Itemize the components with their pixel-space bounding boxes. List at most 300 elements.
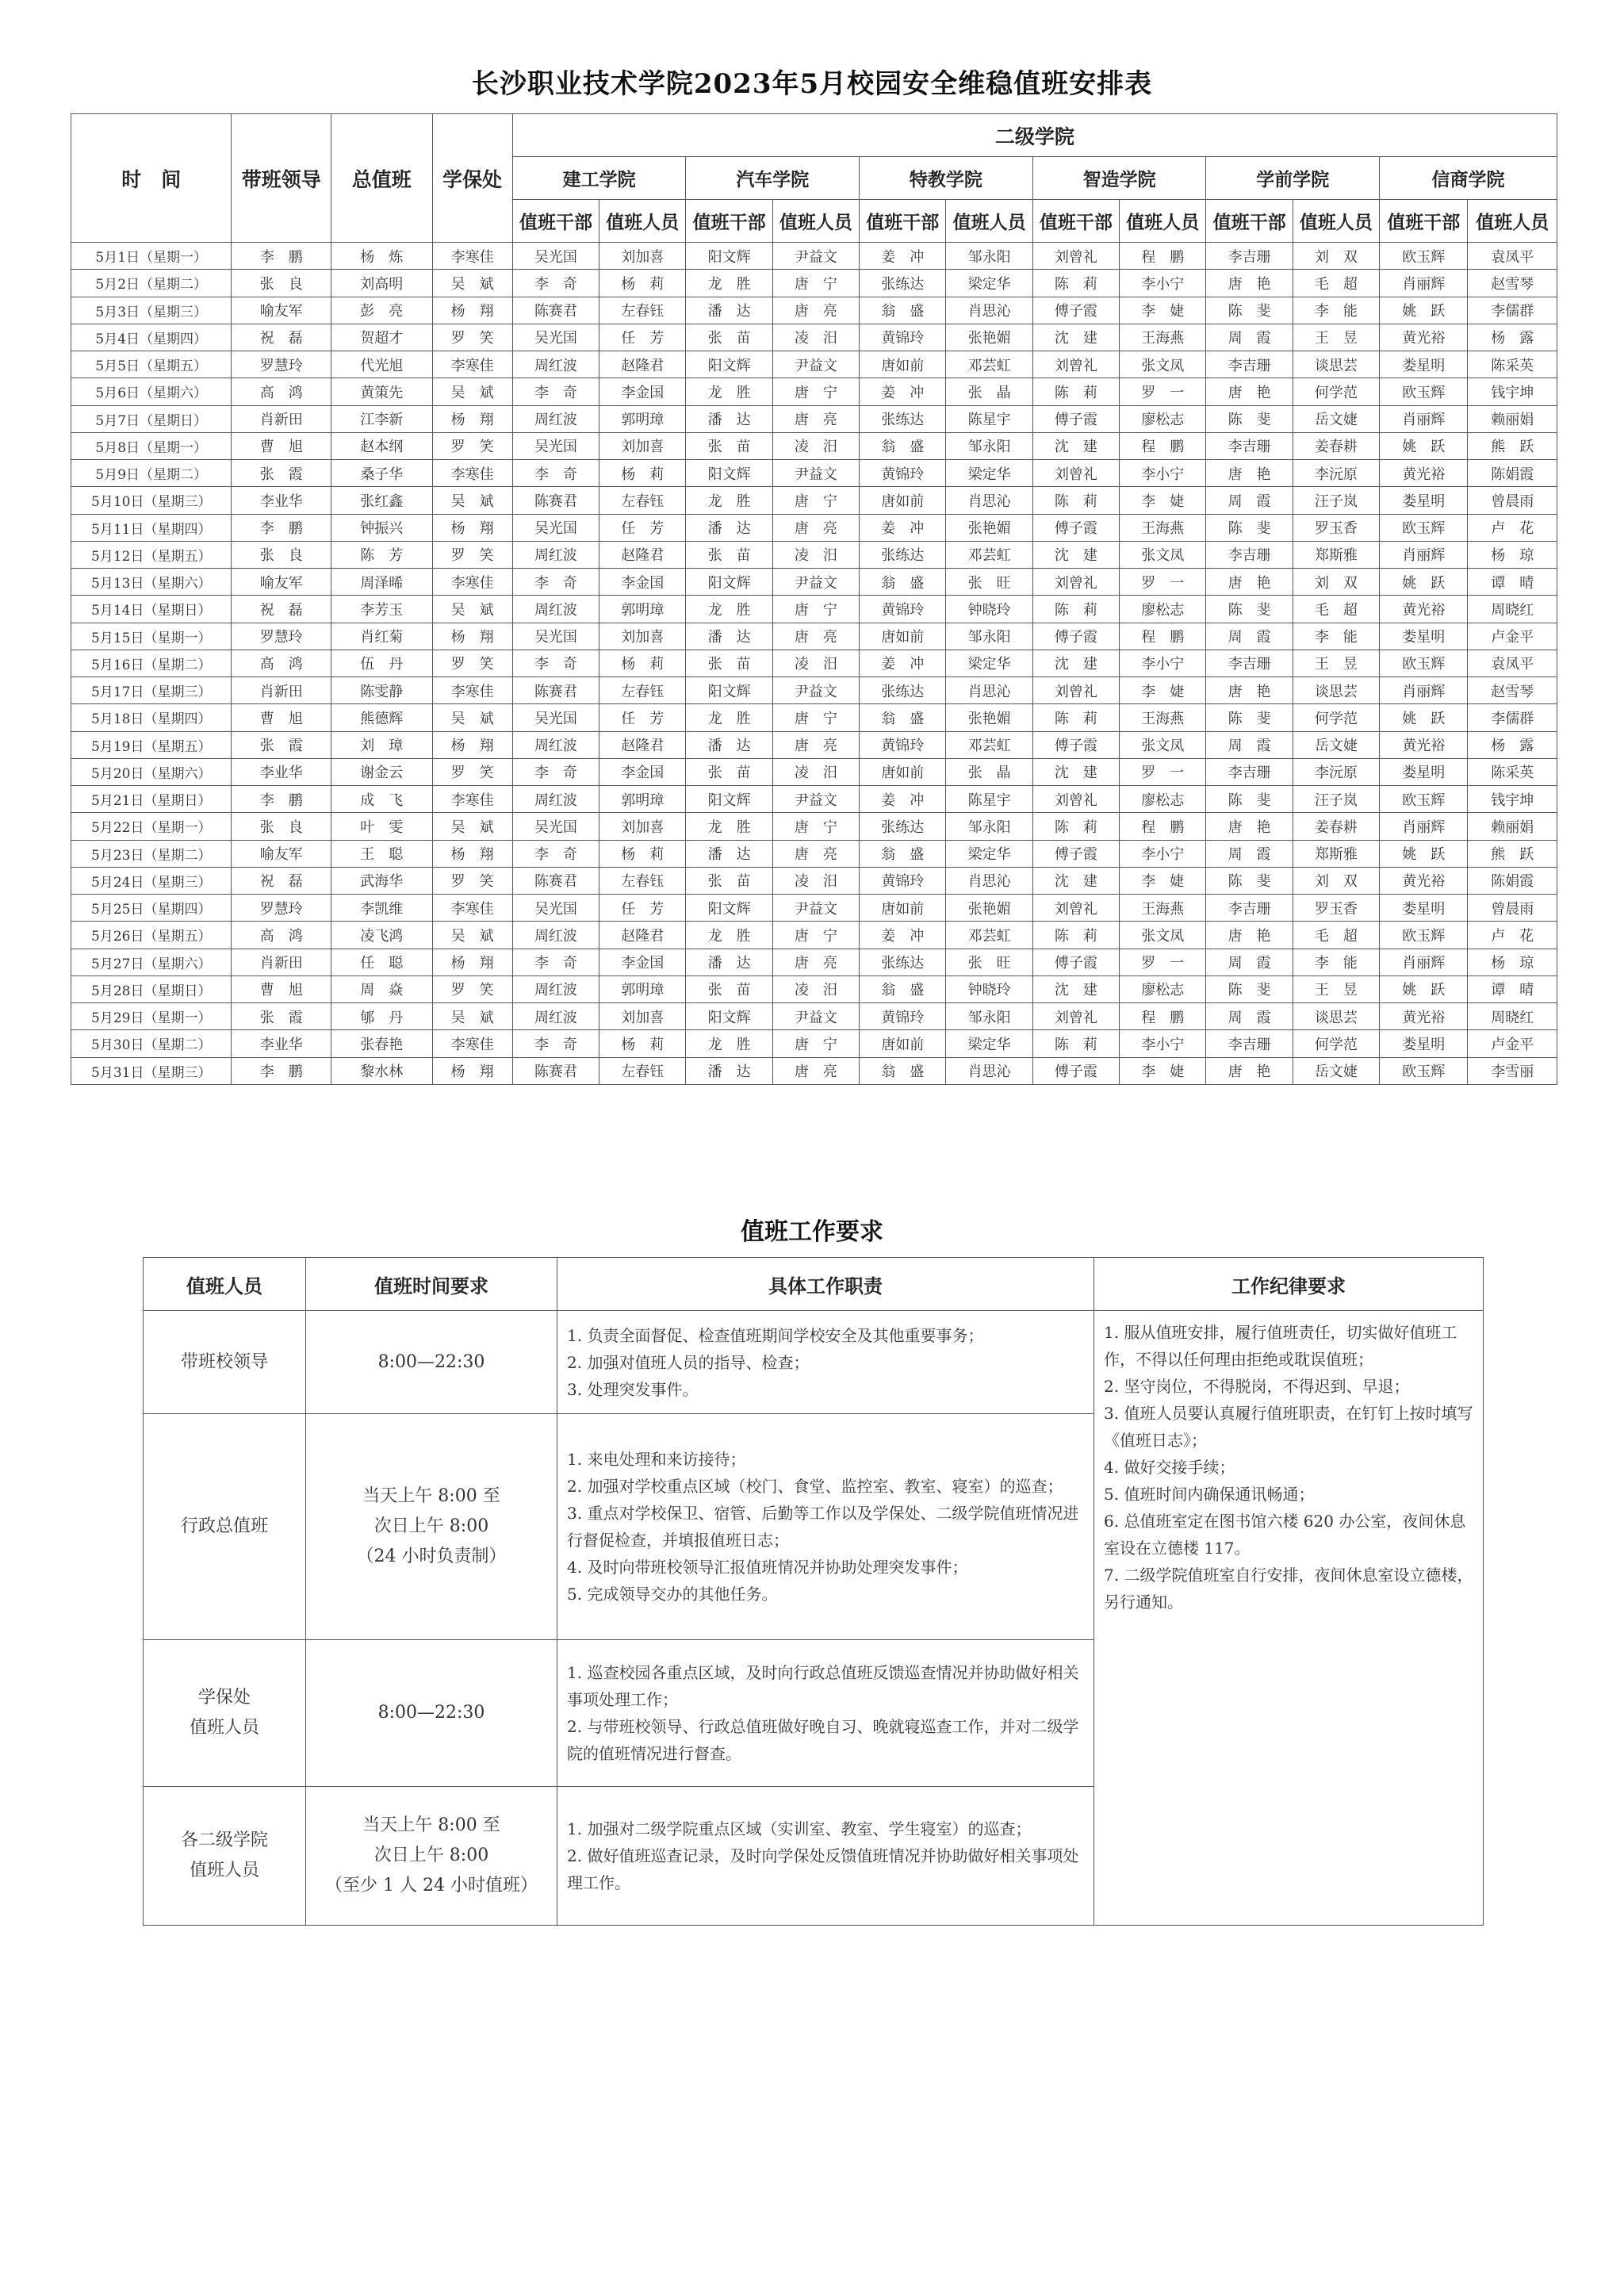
staff-cell: 岳文婕 (1293, 731, 1379, 758)
cadre-cell: 娄星明 (1380, 351, 1468, 378)
requirements-header: 值班人员 (144, 1258, 306, 1311)
chief-cell: 郇 丹 (331, 1003, 433, 1030)
security-cell: 李寒佳 (432, 677, 512, 704)
staff-cell: 赵隆君 (599, 351, 686, 378)
cadre-cell: 吴光国 (512, 895, 599, 922)
cadre-cell: 阳文辉 (686, 1003, 772, 1030)
cadre-cell: 肖丽辉 (1380, 813, 1468, 840)
schedule-row (71, 813, 1557, 840)
staff-cell: 谭 晴 (1468, 569, 1557, 596)
date-cell: 5月22日（星期一） (71, 813, 232, 840)
cadre-cell: 姜 冲 (860, 650, 946, 677)
cadre-cell: 姚 跃 (1380, 976, 1468, 1002)
chief-cell: 赵本纲 (331, 432, 433, 459)
cadre-cell: 李 奇 (512, 460, 599, 487)
security-cell: 吴 斌 (432, 922, 512, 949)
schedule-row (71, 1030, 1557, 1057)
cadre-cell: 姚 跃 (1380, 297, 1468, 324)
staff-cell: 张 晶 (946, 378, 1032, 405)
staff-cell: 张文凤 (1120, 351, 1206, 378)
cadre-cell: 张 苗 (686, 867, 772, 894)
cadre-cell: 唐 艳 (1206, 378, 1293, 405)
chief-cell: 李凯维 (331, 895, 433, 922)
cadre-cell: 娄星明 (1380, 623, 1468, 650)
staff-cell: 唐 宁 (772, 1030, 859, 1057)
staff-cell: 肖思沁 (946, 487, 1032, 514)
duties-cell (557, 1311, 1094, 1414)
cadre-cell: 沈 建 (1032, 758, 1119, 785)
cadre-cell: 黄锦玲 (860, 596, 946, 623)
security-cell: 罗 笑 (432, 650, 512, 677)
cadre-cell: 周 霞 (1206, 949, 1293, 976)
chief-cell: 谢金云 (331, 758, 433, 785)
cadre-cell: 肖丽辉 (1380, 405, 1468, 432)
chief-cell: 江李新 (331, 405, 433, 432)
staff-cell: 杨 莉 (599, 840, 686, 867)
cadre-cell: 周红波 (512, 731, 599, 758)
staff-cell: 陈娟霞 (1468, 460, 1557, 487)
staff-cell: 任 芳 (599, 895, 686, 922)
cadre-cell: 张练达 (860, 949, 946, 976)
cadre-cell: 欧玉辉 (1380, 1057, 1468, 1084)
duty-schedule-table-wrapper (71, 113, 1557, 1083)
leader-cell: 李 鹏 (232, 786, 331, 813)
time-line: 当天上午 8:00 至 (362, 1486, 500, 1506)
chief-cell: 杨 炼 (331, 243, 433, 270)
staff-cell: 廖松志 (1120, 596, 1206, 623)
cadre-cell: 刘曾礼 (1032, 569, 1119, 596)
security-cell: 李寒佳 (432, 786, 512, 813)
requirements-header: 值班时间要求 (306, 1258, 557, 1311)
staff-cell: 张文凤 (1120, 731, 1206, 758)
security-cell: 杨 翔 (432, 405, 512, 432)
header-college: 信商学院 (1380, 157, 1557, 200)
time-line: 当天上午 8:00 至 (362, 1815, 500, 1835)
staff-cell: 李金国 (599, 378, 686, 405)
staff-cell: 李小宁 (1120, 650, 1206, 677)
staff-cell: 赵雪琴 (1468, 677, 1557, 704)
staff-cell: 刘 双 (1293, 569, 1379, 596)
date-cell: 5月5日（星期五） (71, 351, 232, 378)
chief-cell: 伍 丹 (331, 650, 433, 677)
cadre-cell: 李 奇 (512, 270, 599, 297)
cadre-cell: 娄星明 (1380, 758, 1468, 785)
security-cell: 李寒佳 (432, 460, 512, 487)
security-cell: 杨 翔 (432, 1057, 512, 1084)
header-staff: 值班人员 (772, 200, 859, 243)
cadre-cell: 沈 建 (1032, 324, 1119, 351)
cadre-cell: 唐 艳 (1206, 677, 1293, 704)
requirements-title: 值班工作要求 (741, 1218, 883, 1246)
staff-cell: 李金国 (599, 949, 686, 976)
cadre-cell: 傅子霞 (1032, 405, 1119, 432)
cadre-cell: 陈 斐 (1206, 297, 1293, 324)
chief-cell: 钟振兴 (331, 514, 433, 541)
cadre-cell: 周红波 (512, 786, 599, 813)
staff-cell: 任 芳 (599, 324, 686, 351)
security-cell: 罗 笑 (432, 867, 512, 894)
cadre-cell: 陈 斐 (1206, 867, 1293, 894)
staff-cell: 李 婕 (1120, 297, 1206, 324)
staff-cell: 赵雪琴 (1468, 270, 1557, 297)
staff-cell: 左春钰 (599, 867, 686, 894)
staff-cell: 张艳媚 (946, 514, 1032, 541)
date-cell: 5月26日（星期五） (71, 922, 232, 949)
staff-cell: 唐 亮 (772, 297, 859, 324)
rule-line: 1. 服从值班安排，履行值班责任，切实做好值班工作，不得以任何理由拒绝或耽误值班； (1104, 1323, 1457, 1369)
leader-cell: 张 霞 (232, 731, 331, 758)
schedule-row (71, 378, 1557, 405)
duties-cell (557, 1640, 1094, 1787)
cadre-cell: 张练达 (860, 405, 946, 432)
cadre-cell: 周红波 (512, 1003, 599, 1030)
date-cell: 5月13日（星期六） (71, 569, 232, 596)
header-staff: 值班人员 (946, 200, 1032, 243)
cadre-cell: 吴光国 (512, 243, 599, 270)
staff-cell: 曾晨雨 (1468, 895, 1557, 922)
cadre-cell: 唐如前 (860, 487, 946, 514)
staff-cell: 何学范 (1293, 378, 1379, 405)
cadre-cell: 龙 胜 (686, 1030, 772, 1057)
staff-cell: 刘加喜 (599, 432, 686, 459)
staff-cell: 姜春耕 (1293, 813, 1379, 840)
cadre-cell: 龙 胜 (686, 487, 772, 514)
staff-cell: 尹益文 (772, 351, 859, 378)
staff-cell: 岳文婕 (1293, 405, 1379, 432)
staff-cell: 廖松志 (1120, 976, 1206, 1002)
duties-cell (557, 1414, 1094, 1640)
chief-cell: 凌飞鸿 (331, 922, 433, 949)
chief-cell: 熊德辉 (331, 704, 433, 731)
cadre-cell: 刘曾礼 (1032, 677, 1119, 704)
cadre-cell: 陈赛君 (512, 487, 599, 514)
leader-cell: 李业华 (232, 758, 331, 785)
staff-cell: 唐 宁 (772, 922, 859, 949)
staff-cell: 李 婕 (1120, 867, 1206, 894)
staff-cell: 卢金平 (1468, 623, 1557, 650)
cadre-cell: 吴光国 (512, 514, 599, 541)
cadre-cell: 潘 达 (686, 514, 772, 541)
duty-line: 1. 负责全面督促、检查值班期间学校安全及其他重要事务； (567, 1325, 984, 1345)
role-line: 各二级学院 (180, 1830, 268, 1850)
header-college: 汽车学院 (686, 157, 860, 200)
leader-cell: 曹 旭 (232, 432, 331, 459)
cadre-cell: 陈赛君 (512, 867, 599, 894)
cadre-cell: 姚 跃 (1380, 840, 1468, 867)
staff-cell: 曾晨雨 (1468, 487, 1557, 514)
staff-cell: 李小宁 (1120, 1030, 1206, 1057)
leader-cell: 李 鹏 (232, 1057, 331, 1084)
staff-cell: 刘加喜 (599, 1003, 686, 1030)
header-college: 学前学院 (1206, 157, 1380, 200)
staff-cell: 陈星宇 (946, 786, 1032, 813)
role-line: 学保处 (197, 1688, 251, 1708)
staff-cell: 杨 琼 (1468, 541, 1557, 568)
staff-cell: 程 鹏 (1120, 432, 1206, 459)
security-cell: 吴 斌 (432, 704, 512, 731)
leader-cell: 曹 旭 (232, 976, 331, 1002)
date-cell: 5月25日（星期四） (71, 895, 232, 922)
staff-cell: 李金国 (599, 569, 686, 596)
time-line: 次日上午 8:00 (373, 1516, 489, 1536)
date-cell: 5月12日（星期五） (71, 541, 232, 568)
role-cell (144, 1640, 306, 1787)
schedule-row (71, 351, 1557, 378)
cadre-cell: 阳文辉 (686, 786, 772, 813)
staff-cell: 陈娟霞 (1468, 867, 1557, 894)
staff-cell: 何学范 (1293, 1030, 1379, 1057)
security-cell: 杨 翔 (432, 840, 512, 867)
cadre-cell: 翁 盛 (860, 840, 946, 867)
security-cell: 吴 斌 (432, 1003, 512, 1030)
leader-cell: 喻友军 (232, 297, 331, 324)
staff-cell: 肖思沁 (946, 867, 1032, 894)
staff-cell: 李金国 (599, 758, 686, 785)
schedule-row (71, 840, 1557, 867)
cadre-cell: 李吉珊 (1206, 243, 1293, 270)
date-cell: 5月30日（星期二） (71, 1030, 232, 1057)
cadre-cell: 刘曾礼 (1032, 786, 1119, 813)
rule-line: 5. 值班时间内确保通讯畅通； (1104, 1485, 1315, 1504)
staff-cell: 左春钰 (599, 677, 686, 704)
staff-cell: 刘加喜 (599, 243, 686, 270)
leader-cell: 罗慧玲 (232, 351, 331, 378)
cadre-cell: 周 霞 (1206, 1003, 1293, 1030)
staff-cell: 唐 宁 (772, 704, 859, 731)
cadre-cell: 肖丽辉 (1380, 949, 1468, 976)
staff-cell: 袁凤平 (1468, 243, 1557, 270)
staff-cell: 尹益文 (772, 677, 859, 704)
security-cell: 罗 笑 (432, 976, 512, 1002)
header-cadre: 值班干部 (512, 200, 599, 243)
cadre-cell: 肖丽辉 (1380, 270, 1468, 297)
cadre-cell: 翁 盛 (860, 976, 946, 1002)
cadre-cell: 潘 达 (686, 405, 772, 432)
cadre-cell: 李吉珊 (1206, 432, 1293, 459)
cadre-cell: 阳文辉 (686, 243, 772, 270)
staff-cell: 邹永阳 (946, 813, 1032, 840)
staff-cell: 任 芳 (599, 514, 686, 541)
leader-cell: 罗慧玲 (232, 623, 331, 650)
cadre-cell: 黄光裕 (1380, 324, 1468, 351)
staff-cell: 郑斯雅 (1293, 840, 1379, 867)
cadre-cell: 李 奇 (512, 650, 599, 677)
date-cell: 5月17日（星期三） (71, 677, 232, 704)
duty-line: 1. 来电处理和来访接待； (567, 1450, 746, 1469)
cadre-cell: 周红波 (512, 922, 599, 949)
schedule-row (71, 1057, 1557, 1084)
security-cell: 罗 笑 (432, 758, 512, 785)
cadre-cell: 陈 斐 (1206, 514, 1293, 541)
staff-cell: 唐 亮 (772, 623, 859, 650)
chief-cell: 代光旭 (331, 351, 433, 378)
staff-cell: 梁定华 (946, 840, 1032, 867)
cadre-cell: 陈 斐 (1206, 596, 1293, 623)
staff-cell: 尹益文 (772, 1003, 859, 1030)
requirements-header: 具体工作职责 (557, 1258, 1094, 1311)
cadre-cell: 刘曾礼 (1032, 460, 1119, 487)
cadre-cell: 翁 盛 (860, 569, 946, 596)
staff-cell: 姜春耕 (1293, 432, 1379, 459)
header-college: 特教学院 (860, 157, 1033, 200)
duty-line: 3. 处理突发事件。 (567, 1379, 699, 1399)
staff-cell: 张文凤 (1120, 922, 1206, 949)
cadre-cell: 刘曾礼 (1032, 351, 1119, 378)
cadre-cell: 唐如前 (860, 351, 946, 378)
date-cell: 5月16日（星期二） (71, 650, 232, 677)
leader-cell: 高 鸿 (232, 650, 331, 677)
security-cell: 罗 笑 (432, 432, 512, 459)
cadre-cell: 黄锦玲 (860, 460, 946, 487)
security-cell: 吴 斌 (432, 813, 512, 840)
staff-cell: 王 昱 (1293, 324, 1379, 351)
staff-cell: 唐 宁 (772, 270, 859, 297)
staff-cell: 张 晶 (946, 758, 1032, 785)
time-line: （至少 1 人 24 小时值班） (325, 1876, 538, 1895)
date-cell: 5月7日（星期日） (71, 405, 232, 432)
staff-cell: 钱宇坤 (1468, 786, 1557, 813)
cadre-cell: 李吉珊 (1206, 541, 1293, 568)
schedule-row (71, 297, 1557, 324)
staff-cell: 尹益文 (772, 895, 859, 922)
schedule-row (71, 786, 1557, 813)
header-leader: 带班领导 (232, 114, 331, 243)
staff-cell: 程 鹏 (1120, 1003, 1206, 1030)
staff-cell: 邓芸虹 (946, 922, 1032, 949)
staff-cell: 廖松志 (1120, 786, 1206, 813)
staff-cell: 何学范 (1293, 704, 1379, 731)
staff-cell: 罗玉香 (1293, 895, 1379, 922)
staff-cell: 唐 亮 (772, 1057, 859, 1084)
staff-cell: 谭 晴 (1468, 976, 1557, 1002)
date-cell: 5月9日（星期二） (71, 460, 232, 487)
cadre-cell: 黄光裕 (1380, 867, 1468, 894)
schedule-row (71, 432, 1557, 459)
chief-cell: 任 聪 (331, 949, 433, 976)
cadre-cell: 傅子霞 (1032, 731, 1119, 758)
cadre-cell: 沈 建 (1032, 976, 1119, 1002)
schedule-row (71, 758, 1557, 785)
cadre-cell: 龙 胜 (686, 704, 772, 731)
security-cell: 吴 斌 (432, 270, 512, 297)
staff-cell: 杨 莉 (599, 1030, 686, 1057)
staff-cell: 李儒群 (1468, 297, 1557, 324)
cadre-cell: 陈 莉 (1032, 270, 1119, 297)
cadre-cell: 龙 胜 (686, 813, 772, 840)
cadre-cell: 傅子霞 (1032, 949, 1119, 976)
security-cell: 李寒佳 (432, 243, 512, 270)
staff-cell: 尹益文 (772, 243, 859, 270)
chief-cell: 李芳玉 (331, 596, 433, 623)
cadre-cell: 李吉珊 (1206, 1030, 1293, 1057)
staff-cell: 岳文婕 (1293, 1057, 1379, 1084)
cadre-cell: 唐如前 (860, 758, 946, 785)
schedule-row (71, 895, 1557, 922)
requirements-table (143, 1257, 1484, 1926)
cadre-cell: 潘 达 (686, 840, 772, 867)
staff-cell: 凌 汨 (772, 758, 859, 785)
security-cell: 李寒佳 (432, 351, 512, 378)
chief-cell: 武海华 (331, 867, 433, 894)
staff-cell: 陈星宇 (946, 405, 1032, 432)
cadre-cell: 傅子霞 (1032, 623, 1119, 650)
staff-cell: 尹益文 (772, 786, 859, 813)
cadre-cell: 欧玉辉 (1380, 378, 1468, 405)
cadre-cell: 傅子霞 (1032, 514, 1119, 541)
staff-cell: 凌 汨 (772, 976, 859, 1002)
cadre-cell: 周 霞 (1206, 840, 1293, 867)
staff-cell: 罗 一 (1120, 758, 1206, 785)
chief-cell: 桑子华 (331, 460, 433, 487)
cadre-cell: 陈 莉 (1032, 487, 1119, 514)
cadre-cell: 黄锦玲 (860, 867, 946, 894)
date-cell: 5月14日（星期日） (71, 596, 232, 623)
cadre-cell: 姜 冲 (860, 922, 946, 949)
staff-cell: 熊 跃 (1468, 840, 1557, 867)
staff-cell: 郭明璋 (599, 976, 686, 1002)
date-cell: 5月27日（星期六） (71, 949, 232, 976)
leader-cell: 肖新田 (232, 677, 331, 704)
staff-cell: 唐 亮 (772, 949, 859, 976)
cadre-cell: 陈 斐 (1206, 976, 1293, 1002)
cadre-cell: 翁 盛 (860, 432, 946, 459)
staff-cell: 李 婕 (1120, 677, 1206, 704)
cadre-cell: 李吉珊 (1206, 758, 1293, 785)
staff-cell: 王海燕 (1120, 324, 1206, 351)
chief-cell: 刘高明 (331, 270, 433, 297)
cadre-cell: 姜 冲 (860, 243, 946, 270)
cadre-cell: 陈 莉 (1032, 1030, 1119, 1057)
duty-line: 2. 加强对值班人员的指导、检查； (567, 1352, 810, 1372)
cadre-cell: 周 霞 (1206, 623, 1293, 650)
time-cell (306, 1787, 557, 1926)
leader-cell: 祝 磊 (232, 324, 331, 351)
leader-cell: 罗慧玲 (232, 895, 331, 922)
staff-cell: 张艳媚 (946, 704, 1032, 731)
schedule-row (71, 541, 1557, 568)
cadre-cell: 李吉珊 (1206, 895, 1293, 922)
staff-cell: 唐 宁 (772, 487, 859, 514)
cadre-cell: 姚 跃 (1380, 432, 1468, 459)
cadre-cell: 李 奇 (512, 378, 599, 405)
duty-line: 1. 加强对二级学院重点区域（实训室、教室、学生寝室）的巡查； (567, 1819, 1032, 1838)
cadre-cell: 欧玉辉 (1380, 922, 1468, 949)
staff-cell: 左春钰 (599, 297, 686, 324)
chief-cell: 周泽晞 (331, 569, 433, 596)
staff-cell: 张艳媚 (946, 324, 1032, 351)
duty-schedule-table (71, 113, 1557, 1085)
staff-cell: 唐 宁 (772, 378, 859, 405)
cadre-cell: 傅子霞 (1032, 297, 1119, 324)
security-cell: 李寒佳 (432, 1030, 512, 1057)
cadre-cell: 欧玉辉 (1380, 786, 1468, 813)
staff-cell: 左春钰 (599, 1057, 686, 1084)
leader-cell: 张 良 (232, 270, 331, 297)
staff-cell: 周晓红 (1468, 596, 1557, 623)
header-college: 建工学院 (512, 157, 686, 200)
chief-cell: 陈雯静 (331, 677, 433, 704)
staff-cell: 任 芳 (599, 704, 686, 731)
staff-cell: 凌 汨 (772, 541, 859, 568)
chief-cell: 叶 雯 (331, 813, 433, 840)
cadre-cell: 唐如前 (860, 895, 946, 922)
staff-cell: 谈思芸 (1293, 1003, 1379, 1030)
cadre-cell: 张 苗 (686, 650, 772, 677)
cadre-cell: 沈 建 (1032, 650, 1119, 677)
staff-cell: 李小宁 (1120, 270, 1206, 297)
requirements-header: 工作纪律要求 (1094, 1258, 1484, 1311)
duty-line: 4. 及时向带班校领导汇报值班情况并协助处理突发事件； (567, 1558, 968, 1577)
